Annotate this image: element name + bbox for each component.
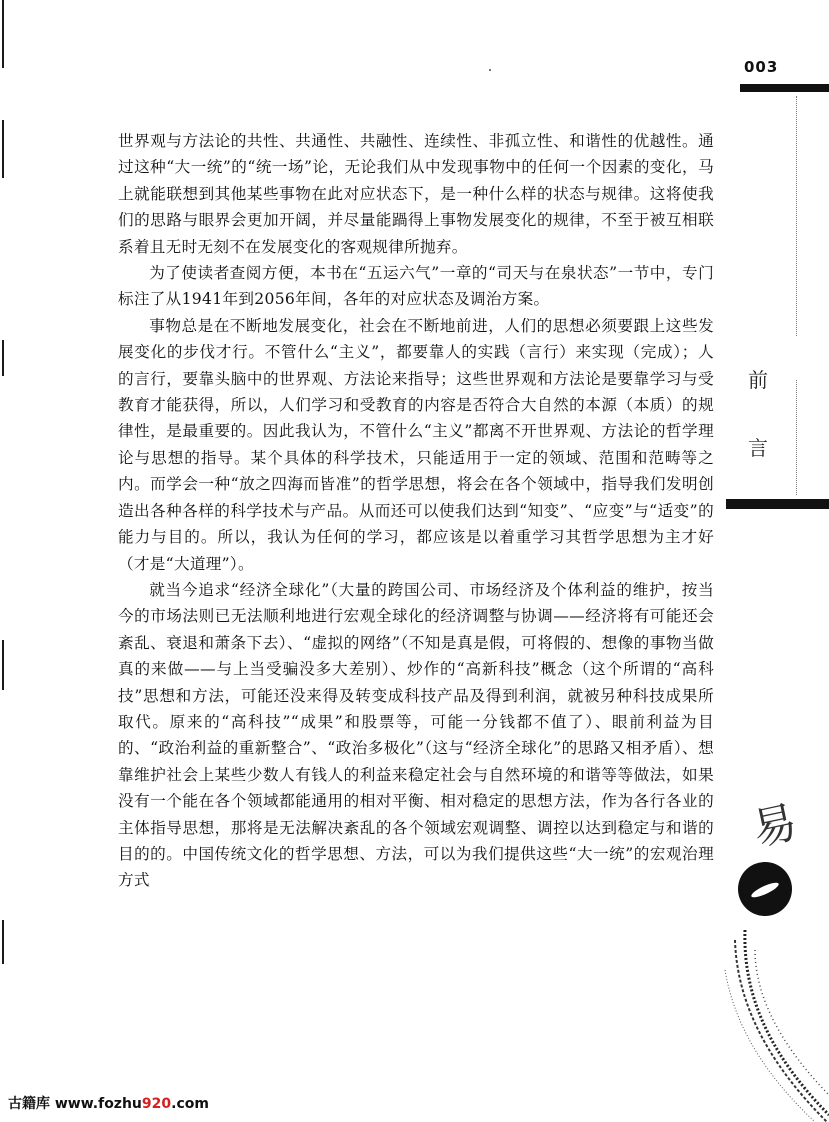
speck [489,69,491,71]
paragraph: 就当今追求“经济全球化”（大量的跨国公司、市场经济及个体利益的维护，按当今的市场法则已无法顺利地进行宏观全球化的经济调整与协调——经济将有可能还会紊乱、衰退和萧条下去）、“虚拟的网络”（不知是真是假，可将假的、想像的事物当做真的来做——与上当受骗没多大差别）、炒作的“高新科技”概念（这个所谓的“高科技”思想和方法，可能还没来得及转变成科技产品及得到利润，就被另种科技成果所取代。原来的“高科技”“成果”和股票等，可能一分钱都不值了）、眼前利益为目的、“政治利益的重新整合”、“政治多极化”（这与“经济全球化”的思路又相矛盾）、想靠维护社会上某些少数人有钱人的利益来稳定社会与自然环境的和谐等等做法，如果没有一个能在各个领域都能通用的相对平衡、相对稳定的思想方法，作为各行各业的主体指导思想，那将是无法解决紊乱的各个领域宏观调整、调控以达到稳定与和谐的目的的。中国传统文化的哲学思想、方法，可以为我们提供这些“大一统”的宏观治理方式 [118,580,714,890]
header-rule [740,84,829,92]
brush-stroke-decoration [715,930,829,1122]
brush-circle-decoration [738,862,792,916]
section-title-char-2: 言 [748,436,768,460]
binding-mark-base [2,920,4,964]
footer-site-prefix: 古籍库 www.fozhu [8,1096,142,1112]
margin-dotted-line-lower [796,380,797,495]
side-rule [726,499,829,509]
paragraph: 世界观与方法论的共性、共通性、共融性、连续性、非孤立性、和谐性的优越性。通过这种“大一统”的“统一场”论，无论我们从中发现事物中的任何一个因素的变化，马上就能联想到其他某些事物在此对应状态下，是一种什么样的状态与规律。这将使我们的思路与眼界会更加开阔，并尽量能踻得上事物发展变化的规律，不至于被互相联系着且无时无刻不在发展变化的客观规律所抛弃。 [118,132,714,256]
paragraph: 为了使读者查阅方便，本书在“五运六气”一章的“司天与在泉状态”一节中，专门标注了从1941年到2056年间，各年的对应状态及调治方案。 [118,264,714,309]
binding-mark-bottom [2,640,4,690]
margin-dotted-line-upper [796,96,797,336]
page-number: 003 [744,58,779,76]
calligraphy-decoration: 易 [748,796,802,856]
footer-site-watermark [8,1093,209,1113]
paragraph: 事物总是在不断地发展变化，社会在不断地前进，人们的思想必须要跟上这些发展变化的步伐才行。不管什么“主义”，都要靠人的实践（言行）来实现（完成）；人的言行，要靠头脑中的世界观、方法论来指导；这些世界观和方法论是要靠学习与受教育才能获得，所以，人们学习和受教育的内容是否符合大自然的本源（本质）的规律性，是最重要的。因此我认为，不管什么“主义”都离不开世界观、方法论的哲学理论与思想的指导。某个具体的科学技术，只能适用于一定的领域、范围和范畴等之内。而学会一种“放之四海而皆准”的哲学思想，将会在各个领域中，指导我们发明创造出各种各样的科学技术与产品。从而还可以使我们达到“知变”、“应变”与“适变”的能力与目的。所以，我认为任何的学习，都应该是以着重学习其哲学思想为主才好（才是“大道理”）。 [118,316,714,573]
footer-site-number: 920 [141,1096,172,1112]
section-title-char-1: 前 [748,368,768,392]
body-text [118,128,714,894]
binding-mark-top [2,0,4,68]
binding-mark-middle [2,120,4,178]
footer-site-suffix: .com [171,1096,209,1112]
binding-mark-lower [2,340,4,376]
